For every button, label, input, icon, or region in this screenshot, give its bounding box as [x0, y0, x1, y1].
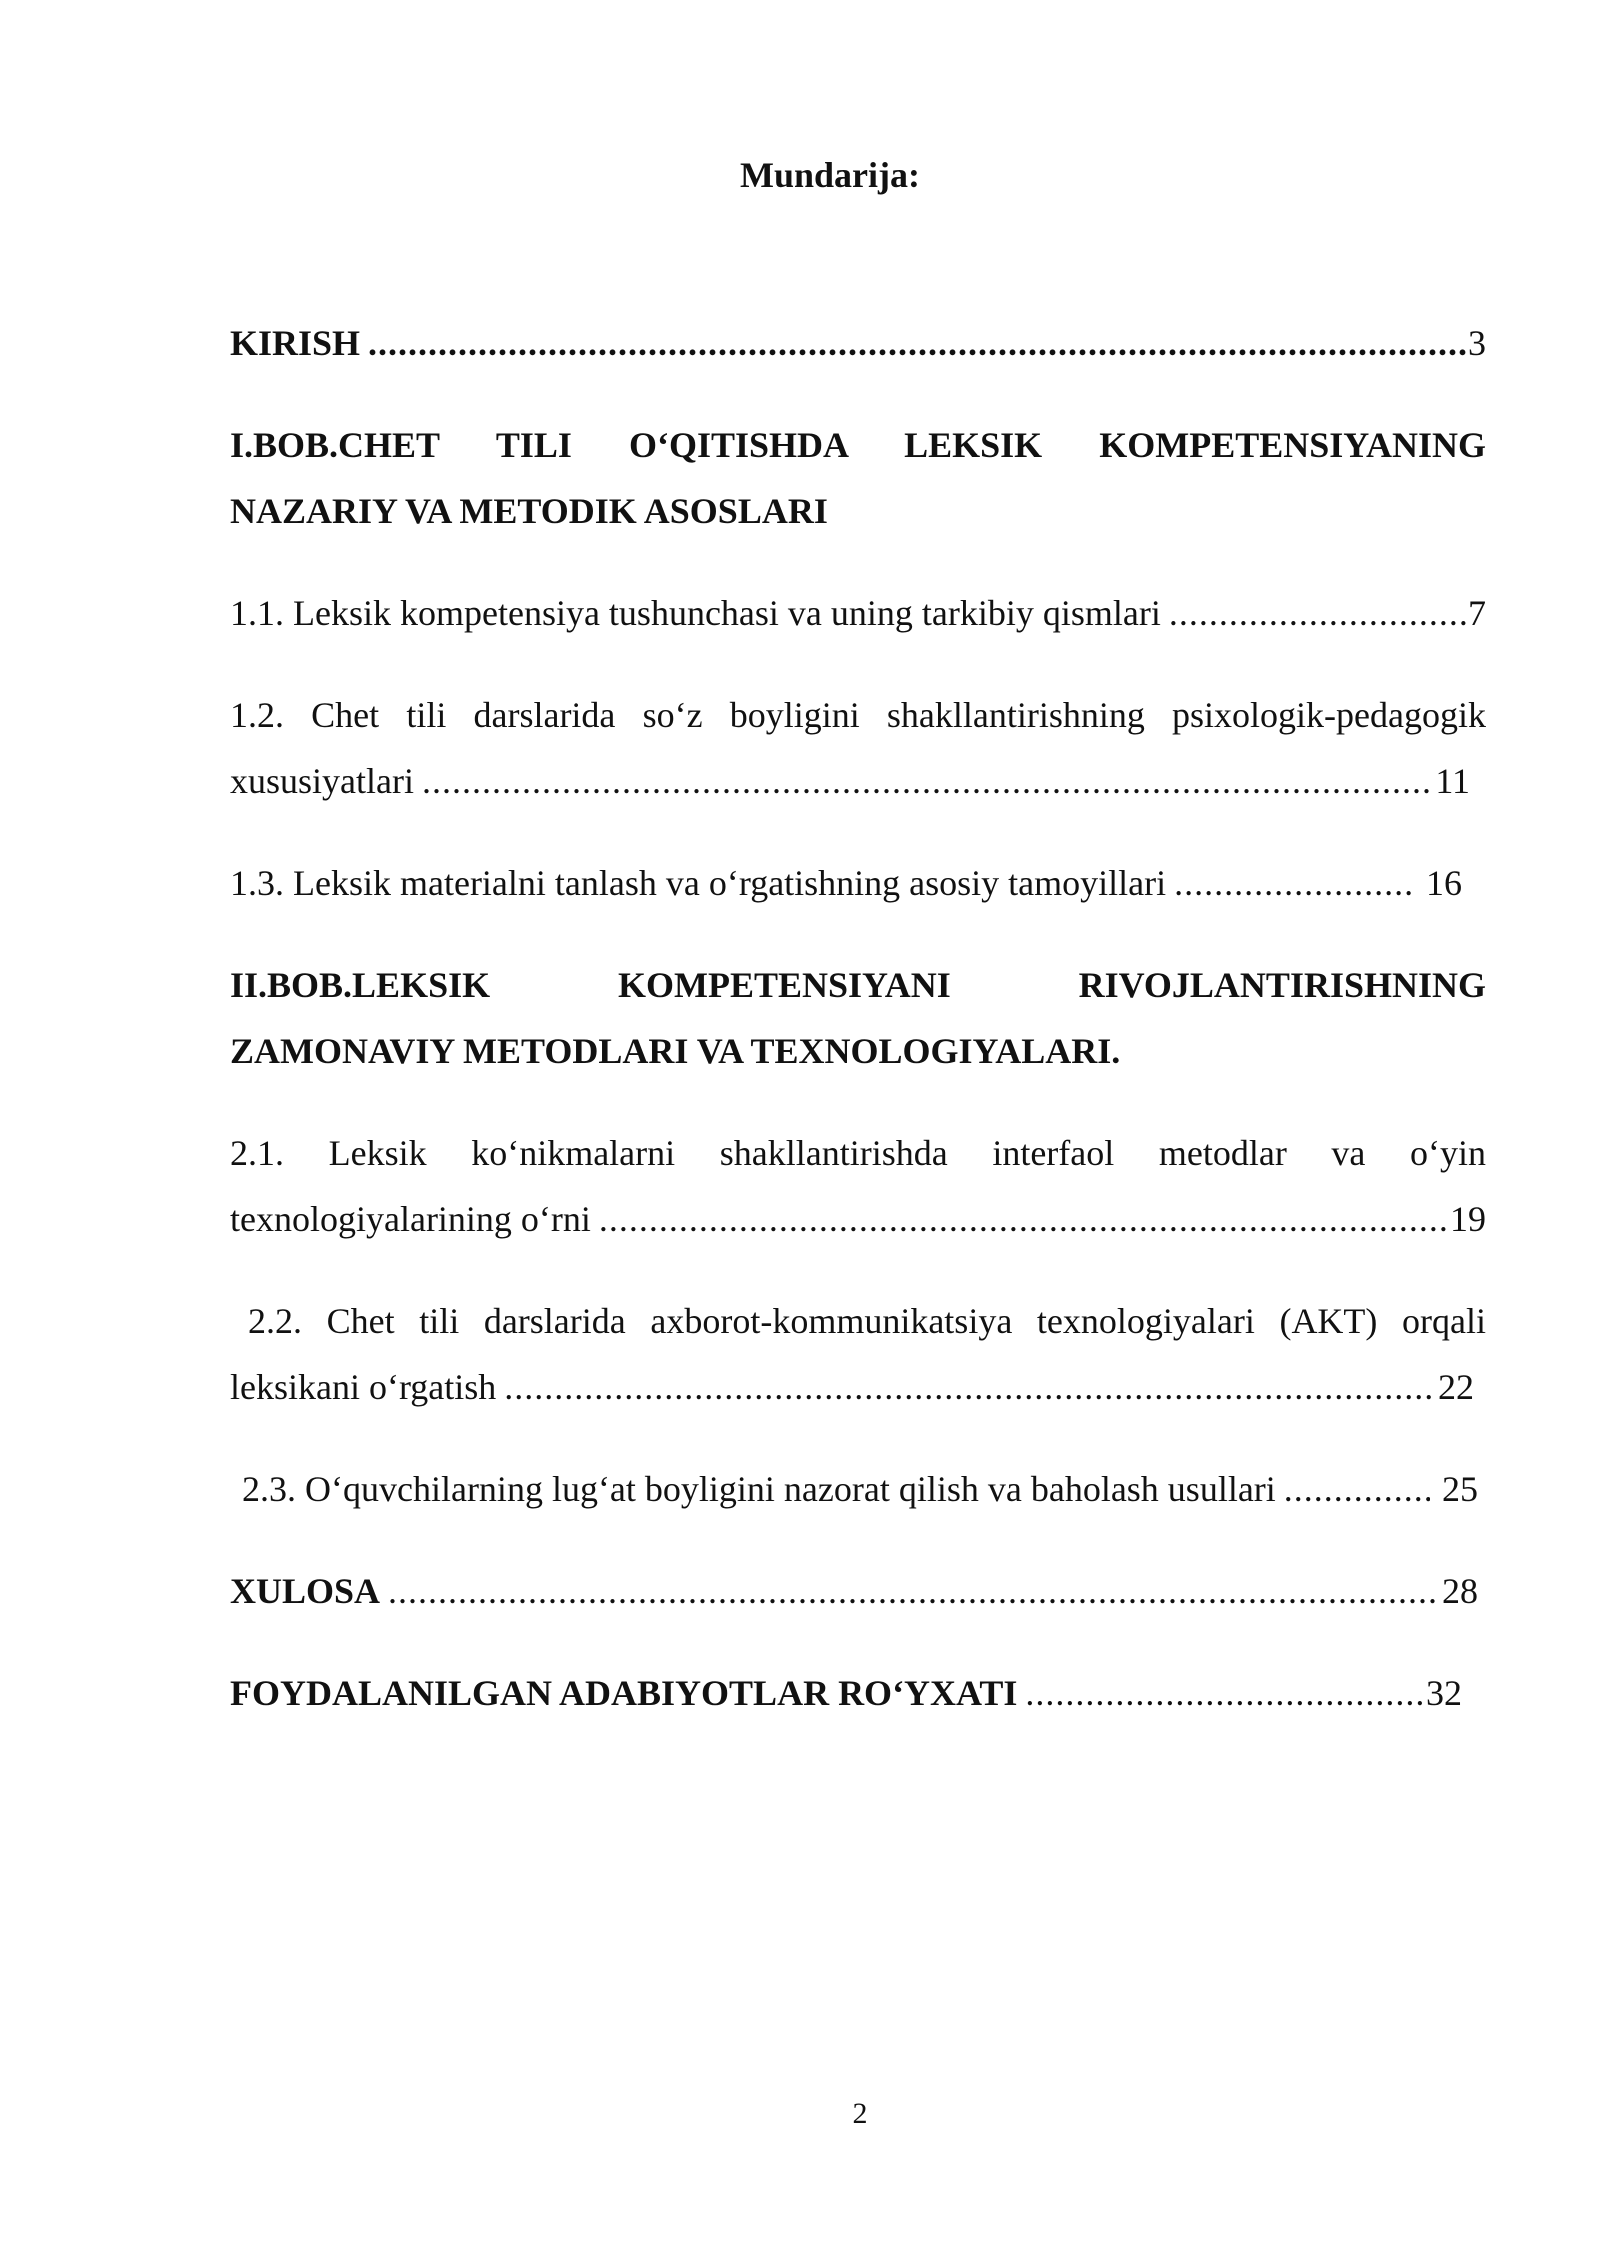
toc-page-number: 7 [1468, 593, 1486, 633]
toc-page-number: 16 [1426, 863, 1462, 903]
toc-page-number: 19 [1450, 1199, 1486, 1239]
toc-page-number: 28 [1442, 1571, 1478, 1611]
toc-entry-1-2[interactable] [230, 682, 1486, 814]
toc-chapter-1[interactable] [230, 412, 1486, 544]
toc-entry-label: xususiyatlari [230, 761, 414, 801]
toc-entry-2-3[interactable] [230, 1456, 1486, 1522]
page-number: 2 [852, 2097, 868, 2130]
toc-page-number: 3 [1468, 323, 1486, 363]
toc-leader-dots [1025, 1660, 1424, 1726]
toc-entry-label: leksikani o‘rgatish [230, 1367, 497, 1407]
toc-leader-dots [1174, 850, 1414, 916]
page-title: Mundarija: [740, 155, 920, 195]
toc-leader-dots [422, 748, 1433, 814]
toc-entry-label: 1.1. Leksik kompetensiya tushunchasi va uning tarkibiy qismlari [230, 593, 1161, 633]
toc-entry-label: FOYDALANILGAN ADABIYOTLAR RO‘YXATI [230, 1673, 1018, 1713]
toc-page-number: 25 [1442, 1469, 1478, 1509]
toc-chapter-line: I.BOB.CHET TILI O‘QITISHDA LEKSIK KOMPETENSIYANING [230, 425, 1486, 465]
toc-entry-1-1[interactable] [230, 580, 1486, 646]
toc-leader-dots [599, 1186, 1448, 1252]
toc-entry-line: 2.2. Chet tili darslarida axborot-kommunikatsiya texnologiyalari (AKT) orqali [248, 1301, 1486, 1341]
toc-leader-dots [368, 310, 1466, 376]
toc-page-number: 11 [1435, 761, 1470, 801]
toc-entry-label: 1.3. Leksik materialni tanlash va o‘rgatishning asosiy tamoyillari [230, 863, 1167, 903]
toc-entry-2-1[interactable] [230, 1120, 1486, 1252]
toc-leader-dots [1284, 1456, 1430, 1522]
toc-chapter-line: II.BOB.LEKSIK KOMPETENSIYANI RIVOJLANTIRISHNING [230, 965, 1486, 1005]
toc-entry-label: XULOSA [230, 1571, 381, 1611]
toc-entry-2-2[interactable] [230, 1288, 1486, 1420]
toc-entry-kirish[interactable] [230, 310, 1486, 376]
toc-chapter-line: NAZARIY VA METODIK ASOSLARI [230, 491, 828, 531]
toc-entry-adabiyotlar[interactable] [230, 1660, 1486, 1726]
toc-entry-line: 2.1. Leksik ko‘nikmalarni shakllantirishda interfaol metodlar va o‘yin [230, 1133, 1486, 1173]
toc-entry-label: texnologiyalarining o‘rni [230, 1199, 591, 1239]
toc-entry-line: 1.2. Chet tili darslarida so‘z boyligini shakllantirishning psixologik-pedagogik [230, 695, 1486, 735]
toc-leader-dots [1169, 580, 1466, 646]
toc-chapter-2[interactable] [230, 952, 1486, 1084]
toc-entry-xulosa[interactable] [230, 1558, 1486, 1624]
toc-page-number: 22 [1438, 1367, 1474, 1407]
toc-entry-1-3[interactable] [230, 850, 1486, 916]
toc-leader-dots [388, 1558, 1440, 1624]
toc-page-number: 32 [1426, 1673, 1462, 1713]
toc-entry-label: 2.3. O‘quvchilarning lug‘at boyligini nazorat qilish va baholash usullari [242, 1469, 1276, 1509]
toc-leader-dots [504, 1354, 1436, 1420]
toc-chapter-line: ZAMONAVIY METODLARI VA TEXNOLOGIYALARI. [230, 1031, 1121, 1071]
toc-entry-label: KIRISH [230, 323, 361, 363]
